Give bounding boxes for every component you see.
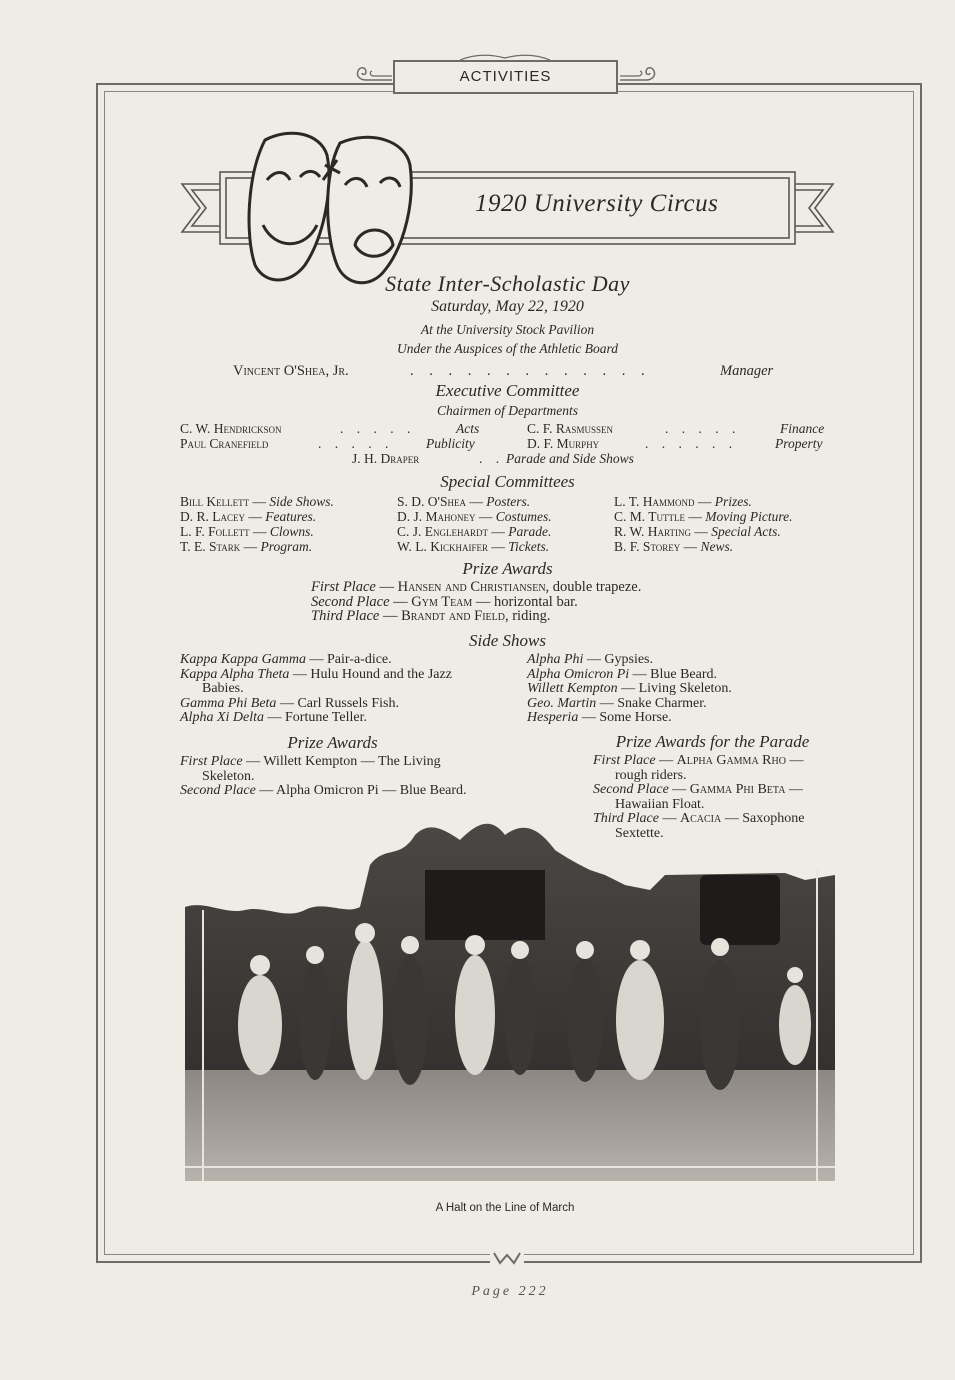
special-entry: B. F. Storey — News.: [614, 539, 734, 554]
prize-entry: Third Place — Brandt and Field, riding.: [311, 608, 551, 625]
photo-caption: A Halt on the Line of March: [435, 1202, 575, 1214]
special-entry: D. R. Lacey — Features.: [180, 509, 317, 524]
exec-name: J. H. Draper: [352, 451, 420, 466]
header-ornament-left: [352, 62, 392, 84]
prizes-list: [311, 580, 641, 624]
exec-role: Finance: [780, 421, 825, 436]
special-entry: C. J. Englehardt — Parade.: [397, 524, 552, 539]
side-show-entry: Geo. Martin — Snake Charmer.: [527, 695, 707, 711]
parade-prize-entry: First Place — Alpha Gamma Rho — rough riders.: [593, 753, 804, 783]
side-show-entry: Hesperia — Some Horse.: [527, 710, 672, 726]
parade-prize-entry: Second Place — Gamma Phi Beta — Hawaiian Float.: [593, 782, 803, 812]
side-show-entry: Alpha Omicron Pi — Blue Beard.: [527, 666, 718, 682]
theatre-masks-icon: [245, 125, 415, 290]
side-shows-left: [180, 653, 485, 726]
special-entry: L. F. Follett — Clowns.: [180, 524, 314, 539]
event-venue: At the University Stock Pavilion: [420, 322, 595, 337]
side-show-entry: Willett Kempton — Living Skeleton.: [527, 681, 732, 697]
side-prize-entry: First Place — Willett Kempton — The Living Skeleton.: [180, 754, 441, 784]
exec-role: Publicity: [426, 436, 475, 451]
special-column-1: [180, 494, 334, 554]
special-heading: Special Committees: [440, 472, 575, 491]
circus-title: 1920 University Circus: [475, 190, 719, 217]
bottom-ornament-icon: [490, 1250, 524, 1266]
header-ornament-right: [620, 62, 660, 84]
event-title: State Inter-Scholastic Day: [385, 271, 630, 296]
exec-dots: . . . . .: [318, 436, 394, 451]
special-entry: D. J. Mahoney — Costumes.: [397, 509, 552, 524]
exec-dots: . . . . .: [665, 421, 741, 436]
exec-dots: . . . . .: [340, 421, 416, 436]
special-entry: L. T. Hammond — Prizes.: [614, 494, 752, 509]
exec-name: C. W. Hendrickson: [180, 421, 282, 436]
parade-prizes-heading: Prize Awards for the Parade: [615, 732, 810, 751]
page-number: Page 222: [471, 1284, 549, 1299]
exec-role: Parade and Side Shows: [506, 451, 634, 466]
special-column-3: [614, 494, 793, 554]
side-prizes-heading: Prize Awards: [287, 733, 378, 752]
side-show-entry: Kappa Kappa Gamma — Pair-a-dice.: [180, 652, 392, 667]
prizes-heading: Prize Awards: [462, 559, 553, 578]
side-show-entry: Kappa Alpha Theta — Hulu Hound and the Jazz Babies.: [180, 666, 452, 697]
prize-entry: Second Place — Gym Team — horizontal bar.: [311, 593, 578, 610]
exec-name: Paul Cranefield: [180, 436, 269, 451]
exec-name: D. F. Murphy: [527, 436, 600, 451]
exec-dots: . . . . . .: [645, 436, 738, 451]
section-header: ACTIVITIES: [393, 60, 618, 94]
parade-prize-entry: Third Place — Acacia — Saxophone Sextette.: [593, 811, 805, 841]
exec-role: Property: [775, 436, 823, 451]
event-auspices: Under the Auspices of the Athletic Board: [397, 341, 618, 356]
executive-subheading: Chairmen of Departments: [437, 403, 578, 418]
special-entry: W. L. Kickhaifer — Tickets.: [397, 539, 550, 554]
side-show-entry: Alpha Phi — Gypsies.: [527, 652, 654, 667]
exec-role: Acts: [456, 421, 480, 436]
side-show-entry: Alpha Xi Delta — Fortune Teller.: [180, 710, 367, 726]
manager-dots: . . . . . . . . . . . . .: [410, 363, 651, 379]
event-date: Saturday, May 22, 1920: [431, 298, 584, 315]
special-entry: T. E. Stark — Program.: [180, 539, 313, 554]
manager-name: Vincent O'Shea, Jr.: [233, 363, 349, 379]
exec-dots: . .: [479, 451, 505, 466]
special-entry: Bill Kellett — Side Shows.: [180, 494, 334, 509]
prize-entry: First Place — Hansen and Christiansen, double trapeze.: [311, 579, 642, 595]
side-prizes-list: [180, 755, 485, 799]
special-column-2: [397, 494, 552, 554]
side-shows-right: [527, 653, 827, 726]
side-show-entry: Gamma Phi Beta — Carl Russels Fish.: [180, 695, 399, 711]
exec-name: C. F. Rasmussen: [527, 421, 613, 436]
side-shows-heading: Side Shows: [469, 631, 546, 650]
special-entry: R. W. Harting — Special Acts.: [614, 524, 781, 539]
manager-role: Manager: [720, 363, 774, 379]
side-prize-entry: Second Place — Alpha Omicron Pi — Blue Beard.: [180, 783, 467, 799]
parade-photograph: [185, 815, 835, 1181]
special-entry: C. M. Tuttle — Moving Picture.: [614, 509, 793, 524]
executive-heading: Executive Committee: [435, 381, 580, 400]
special-entry: S. D. O'Shea — Posters.: [397, 494, 531, 509]
